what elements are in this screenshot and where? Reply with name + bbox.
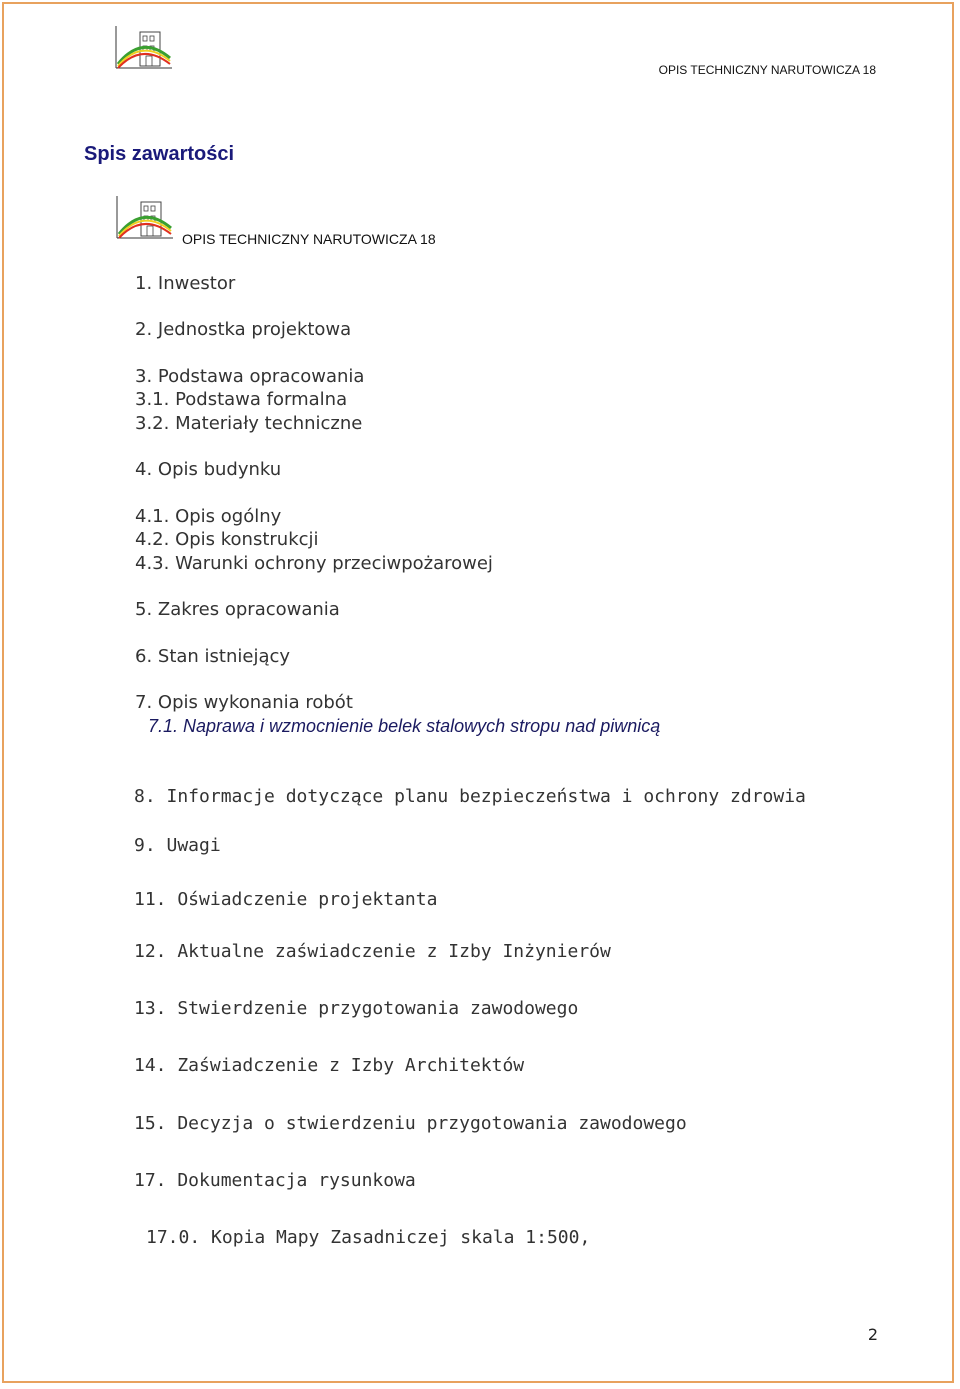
toc-item: 4. Opis budynku [135, 459, 282, 480]
company-logo [112, 24, 174, 70]
toc-item: 4.2. Opis konstrukcji [135, 529, 319, 550]
toc-item: 3.2. Materiały techniczne [135, 413, 363, 434]
header-doc-title: OPIS TECHNICZNY NARUTOWICZA 18 [658, 63, 876, 77]
toc-item: 7.1. Naprawa i wzmocnienie belek stalowych stropu nad piwnicą [148, 716, 661, 736]
toc-item: 5. Zakres opracowania [135, 599, 340, 620]
page-title: Spis zawartości [84, 143, 235, 165]
toc-item: 14. Zaświadczenie z Izby Architektów [134, 1055, 525, 1076]
page-number: 2 [867, 1325, 878, 1344]
toc-item: 13. Stwierdzenie przygotowania zawodowego [134, 998, 579, 1019]
toc-item: 12. Aktualne zaświadczenie z Izby Inżynierów [134, 941, 611, 962]
toc-item: 3.1. Podstawa formalna [135, 389, 348, 410]
toc-item: 6. Stan istniejący [135, 646, 291, 667]
toc-item: 8. Informacje dotyczące planu bezpieczeństwa i ochrony zdrowia [134, 786, 806, 807]
toc-item: 4.3. Warunki ochrony przeciwpożarowej [135, 553, 493, 574]
toc-item: 2. Jednostka projektowa [135, 319, 352, 340]
toc-item: 1. Inwestor [135, 273, 236, 294]
toc-item: 7. Opis wykonania robót [135, 692, 353, 713]
toc-item: 17.0. Kopia Mapy Zasadniczej skala 1:500, [146, 1227, 591, 1248]
toc-item: 17. Dokumentacja rysunkowa [134, 1170, 416, 1191]
inner-company-logo [113, 194, 175, 240]
toc-item: 9. Uwagi [134, 835, 221, 856]
toc-item: 11. Oświadczenie projektanta [134, 889, 438, 910]
inner-doc-title: OPIS TECHNICZNY NARUTOWICZA 18 [182, 231, 436, 247]
toc-item: 3. Podstawa opracowania [135, 366, 365, 387]
toc-item: 4.1. Opis ogólny [135, 506, 282, 527]
toc-item: 15. Decyzja o stwierdzeniu przygotowania zawodowego [134, 1113, 687, 1134]
